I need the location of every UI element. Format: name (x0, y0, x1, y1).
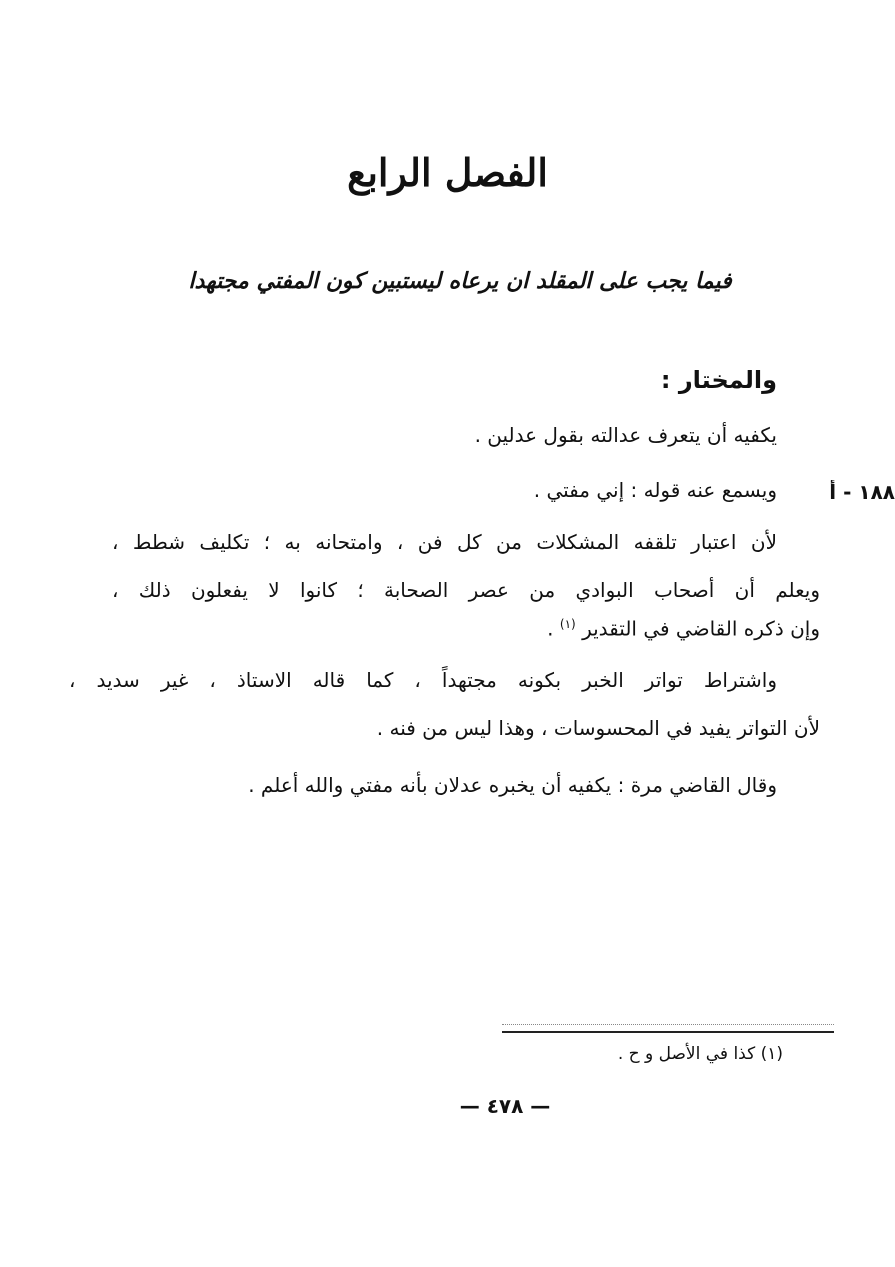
paragraph-text: وإن ذكره القاضي في التقدير (582, 616, 820, 641)
paragraph-line-with-footnote-ref (547, 618, 820, 639)
footnote-reference: (١) (559, 617, 576, 631)
paragraph-line: وقال القاضي مرة : يكفيه أن يخبره عدلان بأنه مفتي والله أعلم . (248, 773, 777, 797)
paragraph-text: . (547, 616, 554, 641)
paragraph-line: يكفيه أن يتعرف عدالته بقول عدلين . (474, 423, 777, 447)
footnote: (١) كذا في الأصل و ح . (617, 1044, 783, 1064)
section-heading: والمختار : (660, 366, 777, 394)
paragraph-line: لأن التواتر يفيد في المحسوسات ، وهذا ليس من فنه . (376, 716, 820, 740)
margin-note: ١٨٨ - أ (829, 480, 895, 504)
paragraph-line: ويسمع عنه قوله : إني مفتي . (533, 478, 777, 502)
footnote-faint-rule (502, 1024, 834, 1026)
page-number: — ٤٧٨ — (459, 1094, 551, 1118)
chapter-title: الفصل الرابع (347, 150, 548, 195)
paragraph-line: لأن اعتبار تلقفه المشكلات من كل فن ، وامتحانه به ؛ تكليف شطط ، (112, 530, 777, 554)
paragraph-line: واشتراط تواتر الخبر بكونه مجتهداً ، كما قاله الاستاذ ، غير سديد ، (69, 668, 777, 692)
chapter-subtitle: فيما يجب على المقلد ان يرعاه ليستبين كون المفتي مجتهدا (188, 268, 732, 294)
footnote-separator (502, 1031, 834, 1033)
paragraph-line: ويعلم أن أصحاب البوادي من عصر الصحابة ؛ كانوا لا يفعلون ذلك ، (112, 578, 820, 602)
